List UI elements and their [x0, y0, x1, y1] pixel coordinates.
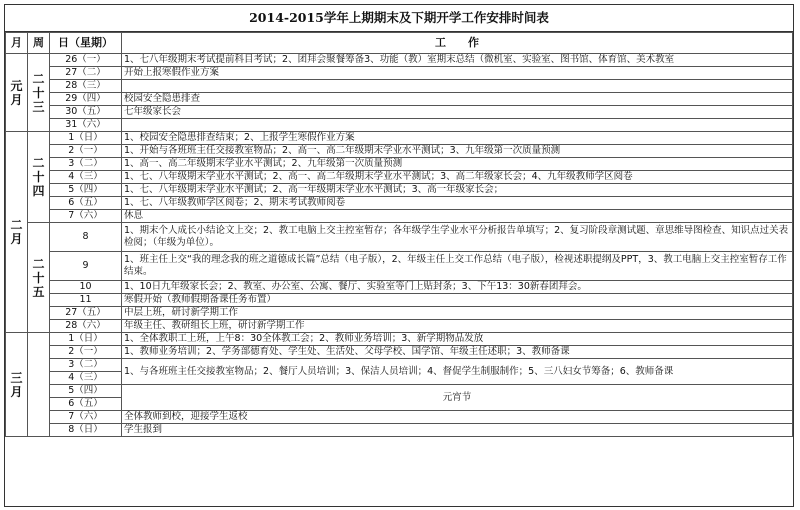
work-cell: 休息 [122, 210, 793, 223]
document-title: 2014-2015学年上期期末及下期开学工作安排时间表 [5, 5, 793, 32]
day-cell: 3（二） [50, 158, 122, 171]
day-cell: 4（三） [50, 171, 122, 184]
work-cell: 1、七八年级期末考试提前科目考试；2、团拜会聚餐筹备3、功能（教）室期末总结（微机室、实验室、图书馆、体育馆、美术教室 [122, 54, 793, 67]
schedule-document [4, 4, 794, 507]
work-cell: 开始上报寒假作业方案 [122, 67, 793, 80]
table-row [6, 252, 793, 281]
table-row [6, 106, 793, 119]
table-row [6, 307, 793, 320]
day-cell: 30（五） [50, 106, 122, 119]
work-cell: 1、与各班班主任交接教室物品；2、餐厅人员培训；3、保洁人员培训；4、督促学生制服制作；5、三八妇女节筹备；6、教师备课 [122, 359, 793, 385]
day-cell: 1（日） [50, 132, 122, 145]
table-row [6, 54, 793, 67]
table-row [6, 67, 793, 80]
day-cell: 7（六） [50, 411, 122, 424]
work-cell: 校园安全隐患排查 [122, 93, 793, 106]
work-cell: 全体教师到校，迎接学生返校 [122, 411, 793, 424]
header-week: 周 [28, 33, 50, 54]
header-day: 日（星期） [50, 33, 122, 54]
work-cell: 学生报到 [122, 424, 793, 437]
week-cell-23: 二 十 三 [28, 54, 50, 132]
day-cell: 27（五） [50, 307, 122, 320]
day-cell: 8（日） [50, 424, 122, 437]
work-cell [122, 119, 793, 132]
month-cell-jan: 元 月 [6, 54, 28, 132]
day-cell: 3（二） [50, 359, 122, 372]
holiday-note: 元宵节 [122, 385, 793, 411]
header-month: 月 [6, 33, 28, 54]
table-row [6, 80, 793, 93]
work-cell: 年级主任、教研组长上班，研讨新学期工作 [122, 320, 793, 333]
table-row [6, 281, 793, 294]
week-cell-25: 二 十 五 [28, 223, 50, 333]
table-row [6, 346, 793, 359]
day-cell: 1（日） [50, 333, 122, 346]
day-cell: 26（一） [50, 54, 122, 67]
table-row [6, 320, 793, 333]
day-cell: 10 [50, 281, 122, 294]
day-cell: 6（五） [50, 197, 122, 210]
table-row [6, 93, 793, 106]
work-cell: 1、高一、高二年级期末学业水平测试；2、九年级第一次质量预测 [122, 158, 793, 171]
table-row [6, 119, 793, 132]
day-cell: 9 [50, 252, 122, 281]
day-cell: 8 [50, 223, 122, 252]
week-cell-empty [28, 333, 50, 437]
day-cell: 27（二） [50, 67, 122, 80]
table-row [6, 210, 793, 223]
table-row [6, 184, 793, 197]
day-cell: 5（四） [50, 184, 122, 197]
day-cell: 2（一） [50, 346, 122, 359]
table-row [6, 197, 793, 210]
header-work: 工 作 [122, 33, 793, 54]
day-cell: 11 [50, 294, 122, 307]
table-row [6, 385, 793, 398]
work-cell: 中层上班，研讨新学期工作 [122, 307, 793, 320]
table-row [6, 145, 793, 158]
table-row [6, 171, 793, 184]
work-cell: 1、七、八年级期末学业水平测试；2、高一、高二年级期末学业水平测试；3、高二年级家长会；4、九年级教师学区阅卷 [122, 171, 793, 184]
work-cell: 1、教师业务培训；2、学务部德育处、学生处、生活处、父母学校、国学馆、年级主任述职；3、教师备课 [122, 346, 793, 359]
work-cell: 1、期末个人成长小结论文上交；2、教工电脑上交主控室暂存；各年级学生学业水平分析报告单填写；2、复习阶段章测试题、章思维导图检查、知识点过关表检阅；（年级为单位）。 [122, 223, 793, 252]
day-cell: 4（三） [50, 372, 122, 385]
table-row [6, 158, 793, 171]
table-row [6, 294, 793, 307]
table-row [6, 223, 793, 252]
week-cell-24: 二 十 四 [28, 132, 50, 223]
table-row [6, 411, 793, 424]
work-cell: 1、10日九年级家长会；2、教室、办公室、公寓、餐厅、实验室等门上贴封条；3、下午13：30新春团拜会。 [122, 281, 793, 294]
day-cell: 5（四） [50, 385, 122, 398]
work-cell: 七年级家长会 [122, 106, 793, 119]
table-row [6, 424, 793, 437]
work-cell: 1、校园安全隐患排查结束；2、上报学生寒假作业方案 [122, 132, 793, 145]
day-cell: 31（六） [50, 119, 122, 132]
table-row [6, 359, 793, 372]
day-cell: 29（四） [50, 93, 122, 106]
work-cell: 1、七、八年级教师学区阅卷；2、期末考试教师阅卷 [122, 197, 793, 210]
work-cell [122, 80, 793, 93]
day-cell: 2（一） [50, 145, 122, 158]
schedule-table [5, 32, 793, 437]
month-cell-feb: 二 月 [6, 132, 28, 333]
day-cell: 28（三） [50, 80, 122, 93]
day-cell: 6（五） [50, 398, 122, 411]
table-header-row [6, 33, 793, 54]
table-row [6, 333, 793, 346]
day-cell: 7（六） [50, 210, 122, 223]
day-cell: 28（六） [50, 320, 122, 333]
work-cell: 1、七、八年级期末学业水平测试；2、高一年级期末学业水平测试；3、高一年级家长会； [122, 184, 793, 197]
work-cell: 寒假开始（教师假期备课任务布置） [122, 294, 793, 307]
work-cell: 1、开始与各班班主任交接教室物品；2、高一、高二年级期末学业水平测试；3、九年级第一次质量预测 [122, 145, 793, 158]
month-cell-mar: 三 月 [6, 333, 28, 437]
work-cell: 1、全体教职工上班，上午8：30全体教工会；2、教师业务培训；3、新学期物品发放 [122, 333, 793, 346]
table-row [6, 132, 793, 145]
work-cell: 1、班主任上交“我的理念我的班之道德成长篇”总结（电子版），2、年级主任上交工作总结（电子版），检视述职提纲及PPT，3、教工电脑上交主控室暂存工作结束。 [122, 252, 793, 281]
